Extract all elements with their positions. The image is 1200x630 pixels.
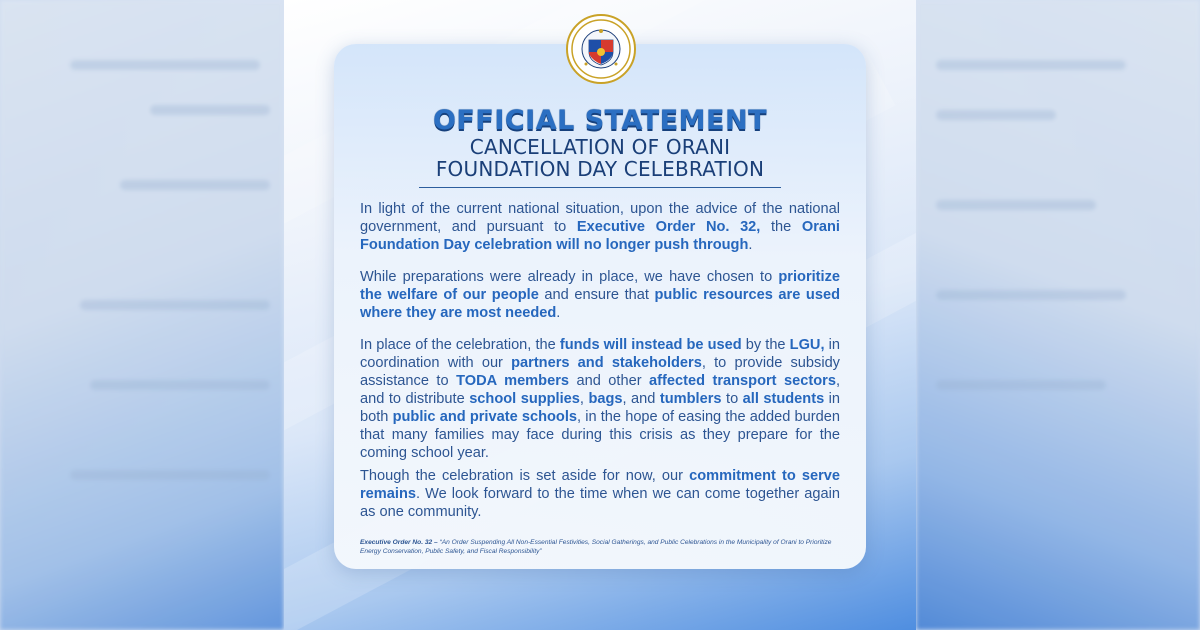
body-text: . We look forward to the time when we can come together again as one community.	[360, 486, 840, 520]
subtitle-line-2: FOUNDATION DAY CELEBRATION	[435, 157, 765, 181]
seal-emblem-icon	[570, 18, 632, 80]
emphasis-text: commitment to serve remains	[360, 468, 840, 502]
emphasis-text: public and private schools	[392, 409, 577, 425]
emphasis-text: all students	[742, 391, 825, 407]
emphasis-text: funds will instead be used	[559, 337, 742, 353]
emphasis-text: Executive Order No. 32,	[576, 219, 761, 235]
statement-paragraph-2	[360, 268, 840, 322]
body-text: , to provide subsidy assistance to	[360, 355, 840, 389]
body-text: to	[721, 391, 743, 407]
body-text: While preparations were already in place, we have chosen to	[360, 269, 779, 285]
body-text: ,	[579, 391, 589, 407]
emphasis-text: Executive Order No. 32 –	[360, 539, 438, 546]
body-text: In place of the celebration, the	[360, 337, 560, 353]
body-text: the	[760, 219, 802, 235]
emphasis-text: public resources are used where they are most needed	[360, 287, 840, 321]
statement-poster	[284, 0, 916, 630]
body-text: .	[556, 305, 561, 321]
body-text: in both	[360, 391, 841, 425]
emphasis-text: Orani Foundation Day celebration will no longer push through	[360, 219, 840, 253]
blurred-background-right	[916, 0, 1200, 630]
executive-order-footnote	[360, 539, 840, 556]
title-divider	[419, 187, 781, 188]
municipal-seal-logo	[566, 14, 636, 84]
emphasis-text: school supplies	[469, 391, 580, 407]
emphasis-text: tumblers	[659, 391, 722, 407]
emphasis-text: affected transport sectors	[649, 373, 836, 389]
body-text: , and to distribute	[360, 373, 840, 407]
body-text: .	[748, 237, 753, 253]
body-text: Though the celebration is set aside for now, our	[360, 468, 690, 484]
emphasis-text: LGU,	[789, 337, 825, 353]
statement-paragraph-4	[360, 467, 840, 521]
body-text: and ensure that	[538, 287, 655, 303]
body-text: in coordination with our	[360, 337, 840, 371]
page-title: OFFICIAL STATEMENT	[432, 105, 767, 136]
body-text: , and	[622, 391, 660, 407]
emphasis-text: partners and stakeholders	[511, 355, 702, 371]
body-text: and other	[569, 373, 650, 389]
body-text: In light of the current national situation, upon the advice of the national government, and pursuant to	[360, 201, 840, 235]
statement-paragraph-1	[360, 200, 840, 254]
emphasis-text: bags	[588, 391, 623, 407]
emphasis-text: TODA members	[456, 373, 569, 389]
statement-paragraph-3	[360, 336, 840, 462]
body-text: “An Order Suspending All Non-Essential Festivities, Social Gatherings, and Public Celebrations in the Municipality of Orani to Prioritize Energy Conservation, Public Safety, and Fiscal Responsibility”	[360, 539, 832, 555]
body-text: by the	[741, 337, 790, 353]
subtitle-line-1: CANCELLATION OF ORANI	[469, 135, 731, 159]
emphasis-text: prioritize the welfare of our people	[360, 269, 840, 303]
body-text: , in the hope of easing the added burden that many families may face during this crisis as they prepare for the coming school year.	[360, 409, 840, 461]
blurred-background-left	[0, 0, 284, 630]
